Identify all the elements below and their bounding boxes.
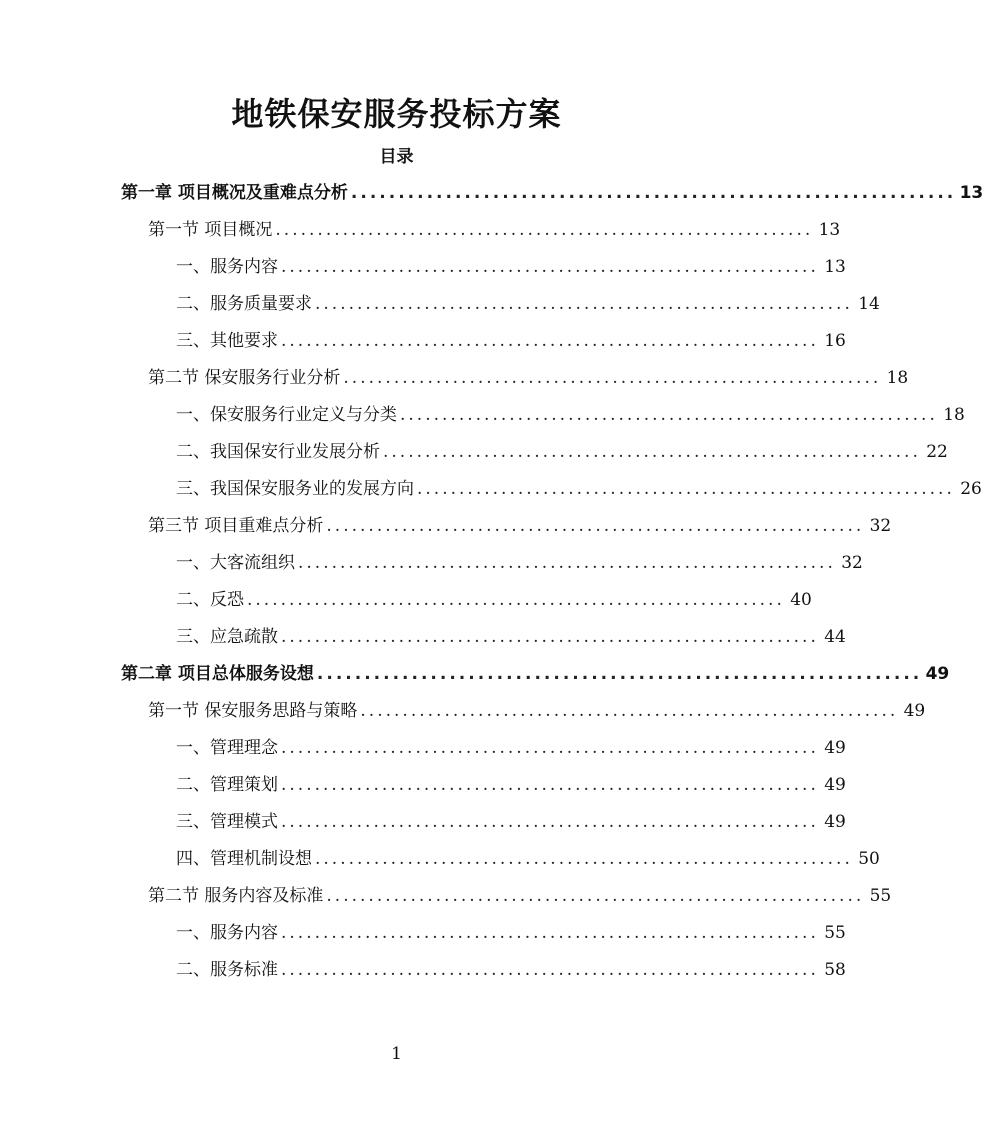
toc-entry[interactable] [176,471,982,508]
dot-leader: ................................................................ [315,294,853,314]
toc-entry[interactable] [148,212,841,249]
toc-entry-label: 三、应急疏散 [176,627,278,647]
toc-entry[interactable] [176,545,863,582]
toc-entry-page: 55 [869,886,892,906]
toc-entry-page: 49 [824,812,846,832]
toc-entry-page: 22 [926,442,948,462]
document-title: 地铁保安服务投标方案 [231,95,562,133]
toc-entry-label: 第二节 服务内容及标准 [148,886,324,906]
dot-leader: ................................................................ [343,368,882,388]
toc-entry[interactable] [176,841,880,878]
toc-entry-page: 49 [824,738,846,758]
toc-entry[interactable] [148,508,892,545]
dot-leader: ................................................................ [383,442,921,462]
dot-leader: ................................................................ [281,775,819,795]
toc-entry-label: 第二章 项目总体服务设想 [121,664,314,684]
toc-entry-label: 二、管理策划 [176,775,278,795]
toc-entry[interactable] [148,878,892,915]
toc-entry-page: 18 [943,405,965,425]
toc-entry-page: 18 [886,368,909,388]
page-number: 1 [391,1044,402,1064]
toc-entry[interactable] [176,952,846,989]
dot-leader: ................................................................ [281,923,819,943]
dot-leader: ................................................................ [281,738,819,758]
toc-entry-page: 32 [841,553,863,573]
toc-entry-label: 三、其他要求 [176,331,278,351]
dot-leader: ................................................................ [247,590,785,610]
dot-leader: ................................................................ [350,183,957,203]
toc-entry-label: 一、大客流组织 [176,553,295,573]
toc-entry[interactable] [176,804,846,841]
toc-entry-label: 第三节 项目重难点分析 [148,516,324,536]
toc-entry-label: 一、管理理念 [176,738,278,758]
toc-entry-label: 第一节 项目概况 [148,220,273,240]
toc-entry[interactable] [176,730,846,767]
dot-leader: ................................................................ [298,553,836,573]
toc-entry-label: 一、保安服务行业定义与分类 [176,405,397,425]
toc-entry-page: 13 [959,183,983,203]
dot-leader: ................................................................ [281,627,819,647]
toc-entry-page: 55 [824,923,846,943]
toc-entry-label: 二、服务标准 [176,960,278,980]
toc-entry[interactable] [176,286,880,323]
toc-entry-page: 16 [824,331,846,351]
toc-entry[interactable] [121,175,983,212]
toc-entry[interactable] [176,249,846,286]
dot-leader: ................................................................ [417,479,955,499]
toc-entry-page: 26 [960,479,982,499]
toc-entry-page: 44 [824,627,846,647]
toc-entry-label: 一、服务内容 [176,923,278,943]
toc-entry-page: 49 [824,775,846,795]
toc-entry[interactable] [176,767,846,804]
toc-entry[interactable] [121,656,950,693]
toc-entry[interactable] [176,323,846,360]
toc-entry[interactable] [176,915,846,952]
toc-entry-page: 14 [858,294,880,314]
toc-entry-label: 第一章 项目概况及重难点分析 [121,183,348,203]
dot-leader: ................................................................ [316,664,923,684]
toc-entry-page: 32 [869,516,892,536]
dot-leader: ................................................................ [315,849,853,869]
toc-entry[interactable] [176,619,846,656]
dot-leader: ................................................................ [326,516,865,536]
toc-entry-page: 13 [818,220,841,240]
toc-entry-page: 49 [903,701,926,721]
toc-entry-page: 58 [824,960,846,980]
dot-leader: ................................................................ [360,701,899,721]
dot-leader: ................................................................ [281,812,819,832]
toc-entry[interactable] [176,434,948,471]
toc-entry[interactable] [148,360,909,397]
toc-entry[interactable] [148,693,926,730]
toc-entry-page: 13 [824,257,846,277]
toc-heading: 目录 [379,147,414,167]
toc-entry-label: 二、反恐 [176,590,244,610]
toc-entry[interactable] [176,582,812,619]
toc-entry-label: 一、服务内容 [176,257,278,277]
toc-entry[interactable] [176,397,965,434]
toc-entry-page: 40 [790,590,812,610]
dot-leader: ................................................................ [400,405,938,425]
toc-entry-page: 50 [858,849,880,869]
toc-entry-label: 第二节 保安服务行业分析 [148,368,341,388]
dot-leader: ................................................................ [281,960,819,980]
toc-entry-label: 三、管理模式 [176,812,278,832]
dot-leader: ................................................................ [275,220,814,240]
toc-entry-label: 二、服务质量要求 [176,294,312,314]
toc-entry-label: 四、管理机制设想 [176,849,312,869]
dot-leader: ................................................................ [281,331,819,351]
dot-leader: ................................................................ [326,886,865,906]
toc-entry-label: 二、我国保安行业发展分析 [176,442,380,462]
toc-entry-page: 49 [925,664,950,684]
toc-entry-label: 第一节 保安服务思路与策略 [148,701,358,721]
dot-leader: ................................................................ [281,257,819,277]
toc-entry-label: 三、我国保安服务业的发展方向 [176,479,414,499]
